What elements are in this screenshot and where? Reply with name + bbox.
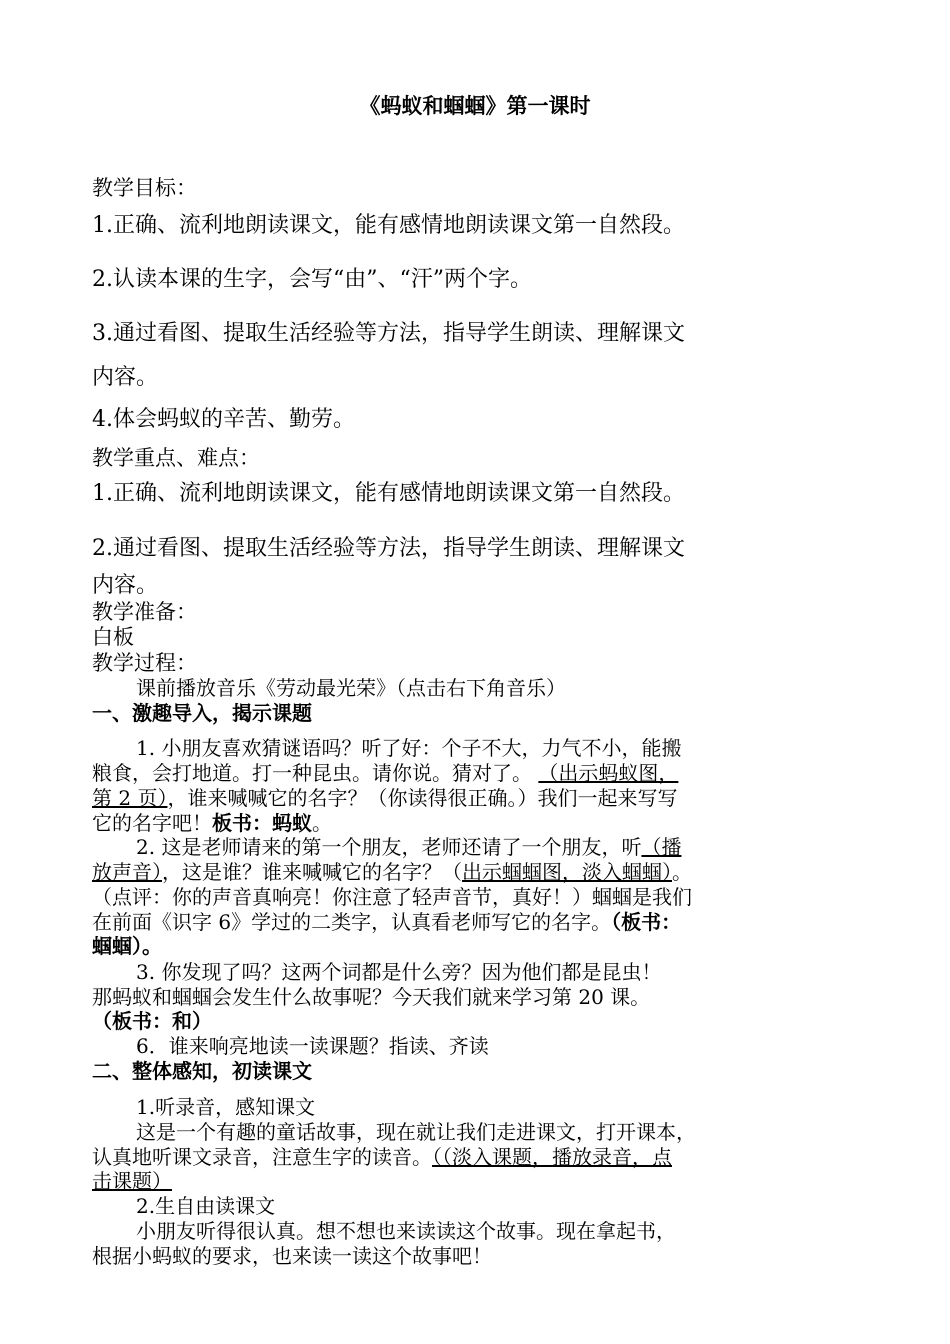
s1-p2-line5: 蝈蝈）。: [92, 934, 162, 958]
s1-p2-action-cont: 放声音）: [92, 860, 162, 884]
s1-p1-board: 板书：蚂蚁: [212, 811, 312, 835]
section-2-heading: 二、整体感知，初读课文: [92, 1059, 312, 1083]
s1-p1-line3: [92, 786, 677, 810]
s2-step2-line1: 小朋友听得很认真。想不想也来读读这个故事。现在拿起书，: [136, 1219, 676, 1243]
s2-step2-title: 2.生自由读课文: [136, 1194, 276, 1218]
s1-p1-text: 粮食，会打地道。打一种昆虫。请你说。猜对了。: [92, 761, 539, 785]
s2-step1-line3: 击课题）: [92, 1169, 172, 1193]
s1-p1-line4: [92, 811, 332, 835]
page-title: 《蚂蚁和蝈蝈》第一课时: [359, 94, 591, 118]
pre-class-note: 课前播放音乐《劳动最光荣》（点击右下角音乐）: [136, 676, 566, 700]
s1-p2-board: （板书：: [611, 910, 682, 934]
s1-p4: 6．谁来响亮地读一读课题？指读、齐读: [136, 1034, 489, 1058]
s1-p1-line1: 1. 小朋友喜欢猜谜语吗？听了好：个子不大，力气不小，能搬: [136, 736, 682, 760]
s2-step2-line2: 根据小蚂蚁的要求，也来读一读这个故事吧！: [92, 1244, 492, 1268]
s1-p1-text: 。: [312, 811, 332, 835]
s1-p2-text: 。: [672, 860, 692, 884]
s1-p2-action: 出示蝈蝈图，淡入蝈蝈）: [462, 860, 672, 884]
s1-p2-text: 在前面《识字 6》学过的二类字，认真看老师写它的名字。: [92, 910, 612, 934]
s1-p3-line3: （板书：和）: [92, 1009, 212, 1033]
s2-step1-line2: [92, 1145, 672, 1169]
prep-heading: 教学准备：: [92, 600, 197, 624]
objective-2: 2.认读本课的生字，会写“由”、“汗”两个字。: [92, 267, 532, 292]
s1-p1-line2: [92, 761, 678, 785]
process-heading: 教学过程：: [92, 651, 197, 675]
s1-p2-text: ，这是谁？谁来喊喊它的名字？（: [162, 860, 462, 884]
s1-p2-line4: [92, 910, 681, 934]
objective-4: 4.体会蚂蚁的辛苦、勤劳。: [92, 407, 355, 432]
key-points-heading: 教学重点、难点：: [92, 446, 260, 470]
objective-3: 3.通过看图、提取生活经验等方法，指导学生朗读、理解课文: [92, 321, 685, 346]
s1-p2-text: 2. 这是老师请来的第一个朋友，老师还请了一个朋友，听: [136, 835, 642, 859]
s2-step1-text: 认真地听课文录音，注意生字的读音。: [92, 1145, 432, 1169]
s1-p1-action: （出示蚂蚁图，: [538, 761, 679, 785]
objective-1: 1.正确、流利地朗读课文，能有感情地朗读课文第一自然段。: [92, 213, 685, 238]
s2-step1-line1: 这是一个有趣的童话故事，现在就让我们走进课文，打开课本，: [136, 1120, 696, 1144]
key-point-1: 1.正确、流利地朗读课文，能有感情地朗读课文第一自然段。: [92, 481, 685, 506]
s1-p1-action-cont: 第 2 页）: [92, 786, 168, 810]
s1-p2-line1: [136, 835, 681, 859]
s1-p2-line3: （点评：你的声音真响亮！你注意了轻声音节，真好！）蝈蝈是我们: [92, 885, 692, 909]
s2-step1-action: （（淡入课题，播放录音，点: [432, 1145, 672, 1169]
s1-p3-line2: 那蚂蚁和蝈蝈会发生什么故事呢？今天我们就来学习第 20 课。: [92, 985, 651, 1009]
key-point-2-cont: 内容。: [92, 573, 159, 598]
s1-p1-text: 它的名字吧！: [92, 811, 212, 835]
key-point-2: 2.通过看图、提取生活经验等方法，指导学生朗读、理解课文: [92, 536, 685, 561]
s1-p2-line2: [92, 860, 692, 884]
section-1-heading: 一、激趣导入，揭示课题: [92, 701, 312, 725]
s1-p2-action: （播: [641, 835, 682, 859]
objective-3-cont: 内容。: [92, 365, 159, 390]
s2-step1-title: 1.听录音，感知课文: [136, 1095, 316, 1119]
objectives-heading: 教学目标：: [92, 176, 197, 200]
s1-p3-line1: 3. 你发现了吗？这两个词都是什么旁？因为他们都是昆虫！: [136, 960, 662, 984]
prep-item: 白板: [92, 625, 134, 649]
s1-p1-text: ，谁来喊喊它的名字？（你读得很正确。）我们一起来写写: [167, 786, 678, 810]
